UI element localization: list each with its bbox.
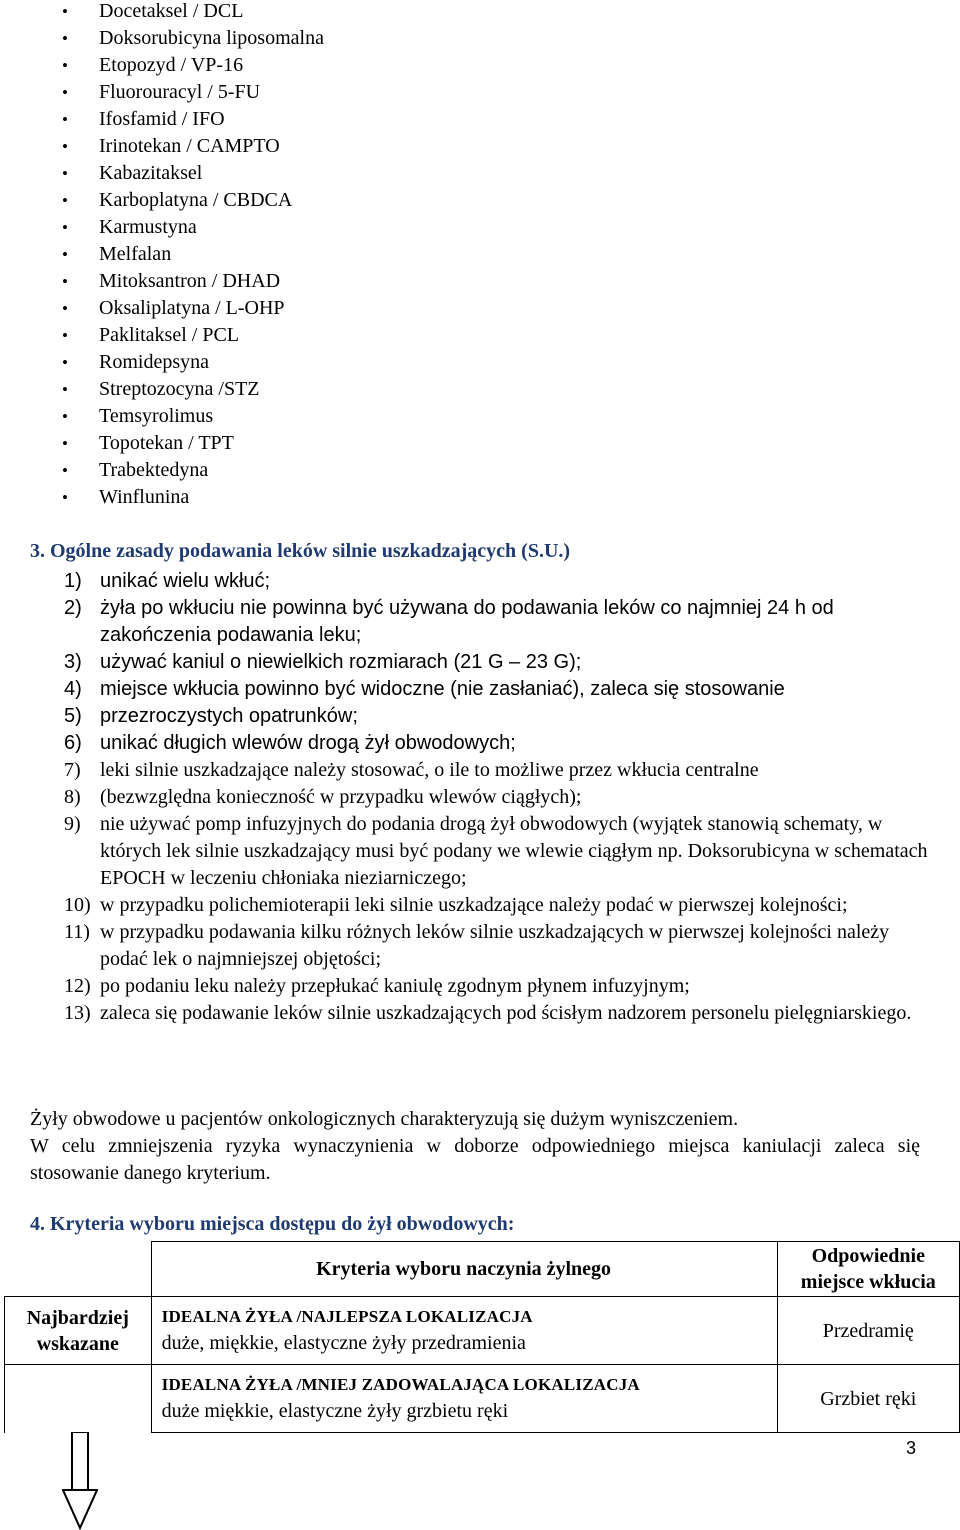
drug-name: Temsyrolimus [99, 405, 214, 427]
list-item [58, 730, 938, 757]
arrow-head [63, 1490, 97, 1528]
section-3-heading: 3. Ogólne zasady podawania leków silnie uszkadzających (S.U.) [30, 540, 571, 562]
criteria-cell [151, 1297, 777, 1365]
drug-name: Trabektedyna [99, 459, 209, 481]
list-item [58, 189, 324, 216]
drug-name: Fluorouracyl / 5-FU [99, 81, 261, 103]
list-item [58, 568, 938, 595]
rule-text: w przypadku podawania kilku różnych leków silnie uszkadzających w pierwszej kolejności należy podać lek o najmniejszej objętości; [100, 921, 890, 970]
list-item [58, 135, 324, 162]
rule-text: w przypadku polichemioterapii leki silnie uszkadzające należy podać w pierwszej kolejności; [100, 894, 848, 916]
list-item [58, 649, 938, 676]
list-item [58, 108, 324, 135]
list-item [58, 0, 324, 27]
list-item [58, 270, 324, 297]
list-item [58, 459, 324, 486]
list-item [58, 784, 938, 811]
list-item [58, 676, 938, 703]
drug-name: Oksaliplatyna / L-OHP [99, 297, 285, 319]
empty-cell [5, 1365, 152, 1433]
list-item [58, 378, 324, 405]
drug-name: Karmustyna [99, 216, 197, 238]
rules-list [58, 568, 938, 1027]
rule-text: po podaniu leku należy przepłukać kaniulę zgodnym płynem infuzyjnym; [100, 975, 690, 997]
rule-number: 4) [64, 678, 82, 700]
criteria-cell [151, 1365, 777, 1433]
bullet-icon: • [62, 56, 68, 75]
arrow-shaft [72, 1432, 88, 1490]
bullet-icon: • [62, 191, 68, 210]
paragraph: Żyły obwodowe u pacjentów onkologicznych charakteryzują się dużym wyniszczeniem. [30, 1108, 739, 1130]
list-item [58, 162, 324, 189]
rule-number: 11) [64, 921, 90, 943]
bullet-icon: • [62, 461, 68, 480]
section-4-heading: 4. Kryteria wyboru miejsca dostępu do żył obwodowych: [30, 1213, 515, 1235]
rule-text: (bezwzględna konieczność w przypadku wlewów ciągłych); [100, 786, 582, 808]
bullet-icon: • [62, 83, 68, 102]
list-item [58, 243, 324, 270]
header-site: Odpowiednie miejsce wkłucia [777, 1242, 959, 1297]
rule-number: 5) [64, 705, 82, 727]
drug-name: Irinotekan / CAMPTO [99, 135, 280, 157]
bullet-icon: • [62, 2, 68, 21]
empty-cell [5, 1242, 152, 1297]
drug-name: Streptozocyna /STZ [99, 378, 260, 400]
rule-number: 3) [64, 651, 82, 673]
bullet-icon: • [62, 218, 68, 237]
page-number: 3 [905, 1438, 916, 1458]
bullet-icon: • [62, 488, 68, 507]
bullet-icon: • [62, 434, 68, 453]
rule-text: używać kaniul o niewielkich rozmiarach (21 G – 23 G); [100, 651, 582, 673]
rule-text: żyła po wkłuciu nie powinna być używana do podawania leków co najmniej 24 h od zakończenia podawania leku; [100, 597, 834, 646]
table-header-row [5, 1242, 960, 1297]
criteria-desc: duże, miękkie, elastyczne żyły przedramienia [161, 1331, 526, 1354]
table-row [5, 1365, 960, 1433]
site-cell: Przedramię [777, 1297, 959, 1365]
arrow-down-icon [62, 1432, 98, 1530]
rule-number: 13) [64, 1002, 91, 1024]
bullet-icon: • [62, 29, 68, 48]
list-item [58, 973, 938, 1000]
rule-number: 6) [64, 732, 82, 754]
list-item [58, 892, 938, 919]
criteria-desc: duże miękkie, elastyczne żyły grzbietu ręki [161, 1399, 509, 1422]
drug-name: Kabazitaksel [99, 162, 203, 184]
list-item [58, 297, 324, 324]
list-item [58, 405, 324, 432]
rule-number: 1) [64, 570, 82, 592]
rule-text: miejsce wkłucia powinno być widoczne (nie zasłaniać), zaleca się stosowanie [100, 678, 785, 700]
drug-name: Winflunina [99, 486, 190, 508]
rule-number: 7) [64, 759, 81, 781]
drug-name: Topotekan / TPT [99, 432, 234, 454]
rule-number: 10) [64, 894, 91, 916]
list-item [58, 81, 324, 108]
bullet-icon: • [62, 137, 68, 156]
list-item [58, 54, 324, 81]
list-item [58, 1000, 938, 1027]
list-item [58, 486, 324, 513]
drug-name: Melfalan [99, 243, 172, 265]
criteria-table [4, 1241, 960, 1433]
bullet-icon: • [62, 407, 68, 426]
bullet-icon: • [62, 353, 68, 372]
drug-list [58, 0, 324, 513]
drug-name: Ifosfamid / IFO [99, 108, 225, 130]
list-item [58, 703, 938, 730]
rule-text: nie używać pomp infuzyjnych do podania drogą żył obwodowych (wyjątek stanowią schematy, w których lek silnie uszkadzający musi być podany we wlewie ciągłym np. Doksorubicyna w schematach EPOCH w leczeniu chłoniaka nieziarniczego; [100, 813, 928, 889]
rule-text: przezroczystych opatrunków; [100, 705, 358, 727]
bullet-icon: • [62, 272, 68, 291]
drug-name: Docetaksel / DCL [99, 0, 244, 22]
list-item [58, 595, 938, 649]
criteria-label: IDEALNA ŻYŁA /NAJLEPSZA LOKALIZACJA [161, 1306, 533, 1326]
drug-name: Doksorubicyna liposomalna [99, 27, 324, 49]
site-cell: Grzbiet ręki [777, 1365, 959, 1433]
list-item [58, 919, 938, 973]
criteria-label: IDEALNA ŻYŁA /MNIEJ ZADOWALAJĄCA LOKALIZACJA [161, 1374, 640, 1394]
list-item [58, 757, 938, 784]
rule-text: leki silnie uszkadzające należy stosować, o ile to możliwe przez wkłucia centralne [100, 759, 759, 781]
bullet-icon: • [62, 110, 68, 129]
drug-name: Paklitaksel / PCL [99, 324, 239, 346]
most-indicated-label: Najbardziej wskazane [5, 1297, 152, 1365]
list-item [58, 432, 324, 459]
bullet-icon: • [62, 245, 68, 264]
drug-name: Etopozyd / VP-16 [99, 54, 244, 76]
list-item [58, 811, 938, 892]
rule-text: unikać wielu wkłuć; [100, 570, 271, 592]
bullet-icon: • [62, 164, 68, 183]
bullet-icon: • [62, 380, 68, 399]
header-criteria: Kryteria wyboru naczynia żylnego [151, 1242, 777, 1297]
paragraph: W celu zmniejszenia ryzyka wynaczynienia w doborze odpowiedniego miejsca kaniulacji zaleca się stosowanie danego kryterium. [30, 1135, 920, 1184]
rule-number: 9) [64, 813, 81, 835]
list-item [58, 216, 324, 243]
bullet-icon: • [62, 299, 68, 318]
rule-number: 8) [64, 786, 81, 808]
list-item [58, 351, 324, 378]
bullet-icon: • [62, 326, 68, 345]
rule-text: zaleca się podawanie leków silnie uszkadzających pod ścisłym nadzorem personelu pielęgniarskiego. [100, 1002, 912, 1024]
list-item [58, 324, 324, 351]
rule-text: unikać długich wlewów drogą żył obwodowych; [100, 732, 516, 754]
table-row [5, 1297, 960, 1365]
drug-name: Karboplatyna / CBDCA [99, 189, 293, 211]
rule-number: 12) [64, 975, 91, 997]
list-item [58, 27, 324, 54]
drug-name: Romidepsyna [99, 351, 209, 373]
rule-number: 2) [64, 597, 82, 619]
drug-name: Mitoksantron / DHAD [99, 270, 281, 292]
